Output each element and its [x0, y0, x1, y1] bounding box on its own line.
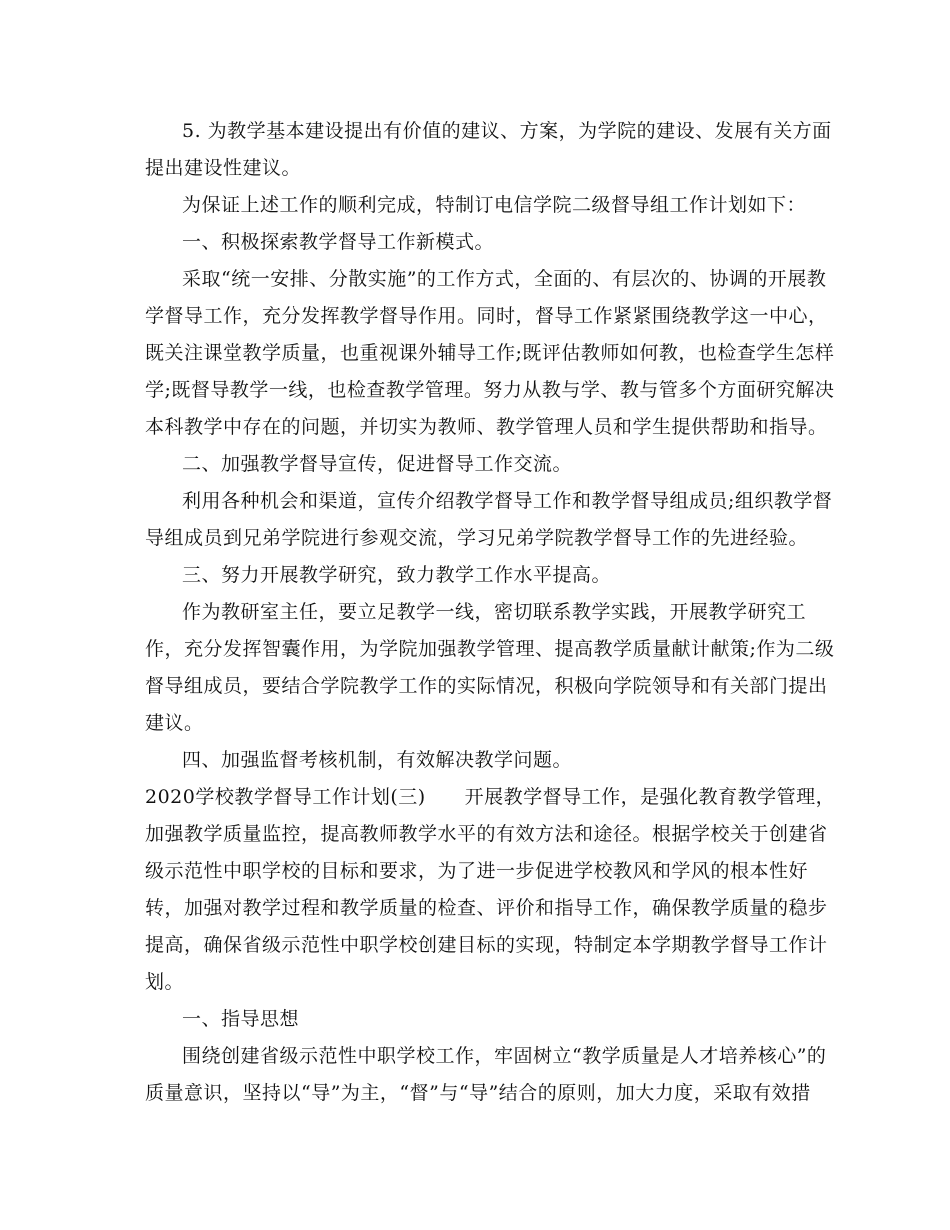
text-line: 作，充分发挥智囊作用，为学院加强教学管理、提高教学质量献计献策;作为二级 — [145, 638, 835, 660]
text-line: 本科教学中存在的问题，并切实为教师、教学管理人员和学生提供帮助和指导。 — [145, 416, 828, 438]
section-heading: 一、积极探索教学督导工作新模式。 — [182, 231, 495, 253]
section-heading: 四、加强监督考核机制，有效解决教学问题。 — [182, 749, 573, 771]
text-line: 级示范性中职学校的目标和要求，为了进一步促进学校教风和学风的根本性好 — [145, 860, 809, 882]
text-line: 导组成员到兄弟学院进行参观交流，学习兄弟学院教学督导工作的先进经验。 — [145, 527, 809, 549]
text-line: 既关注课堂教学质量，也重视课外辅导工作;既评估教师如何教，也检查学生怎样 — [145, 342, 835, 364]
text-line: 围绕创建省级示范性中职学校工作，牢固树立“教学质量是人才培养核心”的 — [182, 1045, 827, 1067]
text-line: 5. 为教学基本建设提出有价值的建议、方案，为学院的建设、发展有关方面 — [182, 120, 832, 142]
text-line: 提出建设性建议。 — [145, 157, 302, 179]
text-line: 加强教学质量监控，提高教师教学水平的有效方法和途径。根据学校关于创建省 — [145, 823, 828, 845]
text-line: 利用各种机会和渠道，宣传介绍教学督导工作和教学督导组成员;组织教学督 — [182, 490, 833, 512]
text-line: 2020学校教学督导工作计划(三) 开展教学督导工作，是强化教育教学管理， — [145, 786, 836, 808]
section-heading: 一、指导思想 — [182, 1008, 300, 1030]
text-line: 提高，确保省级示范性中职学校创建目标的实现，特制定本学期教学督导工作计 — [145, 934, 828, 956]
text-line: 划。 — [145, 971, 185, 993]
text-line: 学督导工作，充分发挥教学督导作用。同时，督导工作紧紧围绕教学这一中心， — [145, 305, 828, 327]
text-line: 质量意识，坚持以“导”为主，“督”与“导”结合的原则，加大力度，采取有效措 — [145, 1082, 811, 1104]
text-line: 督导组成员，要结合学院教学工作的实际情况，积极向学院领导和有关部门提出 — [145, 675, 828, 697]
text-line: 采取“统一安排、分散实施”的工作方式，全面的、有层次的、协调的开展教 — [182, 268, 827, 290]
section-heading: 二、加强教学督导宣传，促进督导工作交流。 — [182, 453, 573, 475]
text-line: 学;既督导教学一线，也检查教学管理。努力从教与学、教与管多个方面研究解决 — [145, 379, 835, 401]
text-line: 作为教研室主任，要立足教学一线，密切联系教学实践，开展教学研究工 — [182, 601, 807, 623]
text-line: 转，加强对教学过程和教学质量的检查、评价和指导工作，确保教学质量的稳步 — [145, 897, 828, 919]
text-line: 建议。 — [145, 712, 204, 734]
text-line: 为保证上述工作的顺利完成，特制订电信学院二级督导组工作计划如下： — [182, 194, 807, 216]
section-heading: 三、努力开展教学研究，致力教学工作水平提高。 — [182, 564, 612, 586]
